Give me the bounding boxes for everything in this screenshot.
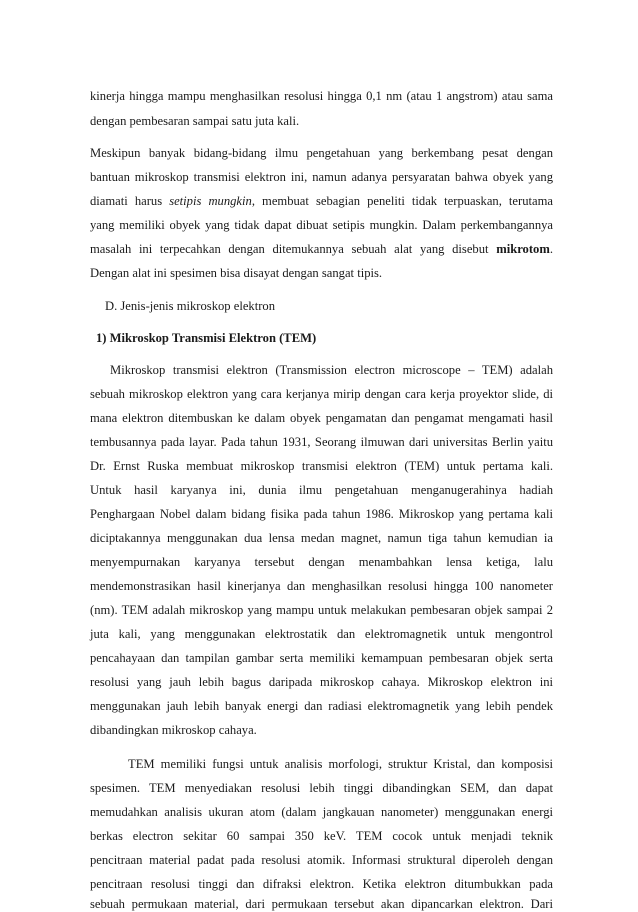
paragraph-3-line-7: Penghargaan Nobel dalam bidang fisika pada tahun 1986. Mikroskop yang pertama kali [90,507,553,521]
bold-term: mikrotom [496,242,550,256]
paragraph-3-line-13: pencahayaan dan tampilan gambar serta memiliki kemampuan pembesaran objek serta [90,651,553,665]
paragraph-2-line-5 [90,241,553,257]
paragraph-4-line-1: TEM memiliki fungsi untuk analisis morfologi, struktur Kristal, dan komposisi [128,757,553,771]
paragraph-3-line-5: Dr. Ernst Ruska membuat mikroskop transmisi elektron (TEM) untuk pertama kali. [90,459,553,473]
paragraph-3-line-3: mana elektron ditembuskan ke dalam obyek pengamatan dan pengamat mengamati hasil [90,411,553,425]
paragraph-3-line-2: sebuah mikroskop elektron yang cara kerjanya mirip dengan cara kerja proyektor slide, di [90,387,553,401]
paragraph-3-line-9: menyempurnakan karyanya tersebut dengan menambahkan lensa ketiga, lalu [90,555,553,569]
paragraph-2-line-2: bantuan mikroskop transmisi elektron ini, namun adanya persyaratan bahwa obyek yang [90,170,553,184]
text-run: , membuat sebagian peneliti tidak terpuaskan, terutama [251,194,553,208]
section-heading-d: D. Jenis-jenis mikroskop elektron [105,299,275,313]
paragraph-4-line-6: pencitraan resolusi tinggi dan difraksi elektron. Ketika elektron ditumbukkan pada [90,877,553,891]
paragraph-4-line-4: berkas electron sekitar 60 sampai 350 keV. TEM cocok untuk menjadi teknik [90,829,553,843]
paragraph-3-line-10: mendemonstrasikan hasil kinerjanya dan menghasilkan resolusi hingga 100 nanometer [90,579,553,593]
paragraph-3-line-14: resolusi yang jauh lebih bagus daripada mikroskop cahaya. Mikroskop elektron ini [90,675,553,689]
subsection-heading-tem: 1) Mikroskop Transmisi Elektron (TEM) [96,331,317,345]
paragraph-3-line-12: juta kali, yang menggunakan elektrostatik dan elektromagnetik untuk mengontrol [90,627,553,641]
paragraph-4-line-3: memudahkan analisis ukuran atom (dalam jangkauan nanometer) menggunakan energi [90,805,553,819]
paragraph-3-line-16: dibandingkan mikroskop cahaya. [90,723,257,737]
paragraph-3-line-8: diciptakannya menggunakan dua lensa medan magnet, namun tiga tahun kemudian ia [90,531,553,545]
paragraph-3-line-6: Untuk hasil karyanya ini, dunia ilmu pengetahuan menganugerahinya hadiah [90,483,553,497]
italic-term: setipis mungkin [169,194,252,208]
paragraph-1-line-2: dengan pembesaran sampai satu juta kali. [90,114,300,128]
text-run: . [549,242,553,256]
paragraph-2-line-6: Dengan alat ini spesimen bisa disayat dengan sangat tipis. [90,266,383,280]
paragraph-4-line-2: spesimen. TEM menyediakan resolusi lebih tinggi dibandingkan SEM, dan dapat [90,781,553,795]
paragraph-1-line-1: kinerja hingga mampu menghasilkan resolusi hingga 0,1 nm (atau 1 angstrom) atau sama [90,89,553,103]
paragraph-4-line-5: pencitraan material padat pada resolusi atomik. Informasi struktural diperoleh dengan [90,853,553,867]
text-run: masalah ini terpecahkan dengan ditemukannya sebuah alat yang disebut [90,242,497,256]
paragraph-2-line-1: Meskipun banyak bidang-bidang ilmu pengetahuan yang berkembang pesat dengan [90,146,553,160]
text-run: diamati harus [90,194,170,208]
paragraph-2-line-3 [90,193,553,209]
paragraph-2-line-4: yang memiliki obyek yang tidak dapat dibuat setipis mungkin. Dalam perkembangannya [90,218,553,232]
paragraph-3-line-1: Mikroskop transmisi elektron (Transmission electron microscope – TEM) adalah [110,363,553,377]
paragraph-3-line-4: tembusannya pada layar. Pada tahun 1931, Seorang ilmuwan dari universitas Berlin yaitu [90,435,553,449]
paragraph-4-line-7: sebuah permukaan material, dari permukaan tersebut akan dipancarkan elektron. Dari [90,897,553,911]
paragraph-3-line-11: (nm). TEM adalah mikroskop yang mampu untuk melakukan pembesaran objek sampai 2 [90,603,553,617]
paragraph-3-line-15: menggunakan jauh lebih banyak energi dan radiasi elektromagnetik yang lebih pendek [90,699,553,713]
